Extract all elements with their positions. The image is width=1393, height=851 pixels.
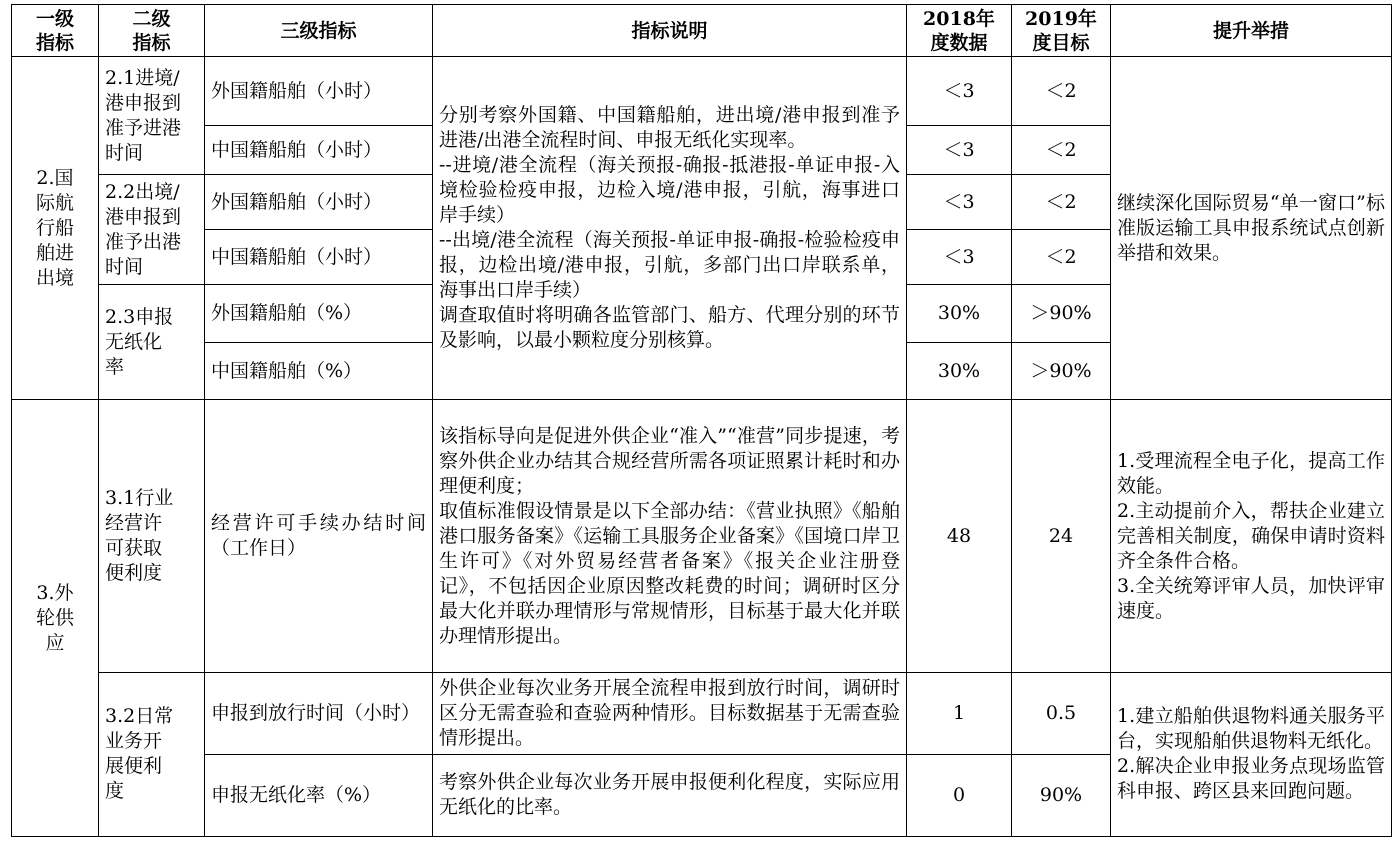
value-2019-cell: ＞90% <box>1012 285 1111 343</box>
table-row <box>12 672 1392 754</box>
measures-cell: 继续深化国际贸易“单一窗口”标准版运输工具申报系统试点创新举措和效果。 <box>1111 57 1392 400</box>
level2-cell: 3.2日常 业务开 展便利 度 <box>99 672 205 836</box>
table-header-row <box>12 5 1392 57</box>
level3-cell: 外国籍船舶（%） <box>205 285 433 343</box>
measures-cell: 1.建立船舶供退物料通关服务平台，实现船舶供退物料无纸化。 2.解决企业申报业务点现场监管科申报、跨区县来回跑问题。 <box>1111 672 1392 836</box>
value-2019-cell: ＜2 <box>1012 126 1111 175</box>
level2-cell: 2.2出境/ 港申报到 准予出港 时间 <box>99 175 205 285</box>
level1-cell: 2.国 际航 行船 舶进 出境 <box>12 57 99 400</box>
level3-cell: 中国籍船舶（小时） <box>205 230 433 285</box>
value-2018-cell: ＜3 <box>907 230 1012 285</box>
value-2018-cell: 48 <box>907 400 1012 672</box>
description-cell: 分别考察外国籍、中国籍船舶，进出境/港申报到准予进港/出港全流程时间、申报无纸化实现率。 --进境/港全流程（海关预报-确报-抵港报-单证申报-入境检验检疫申报，边检入境/港申报，引航，海事进口岸手续） --出境/港全流程（海关预报-单证申报-确报-检验检疫申报，边检出境/港申报，引航，多部门出口岸联系单，海事出口岸手续） 调查取值时将明确各监管部门、船方、代理分别的环节及影响，以最小颗粒度分别核算。 <box>433 57 907 400</box>
level3-cell: 中国籍船舶（%） <box>205 343 433 400</box>
value-2019-cell: ＞90% <box>1012 343 1111 400</box>
level3-cell: 申报无纸化率（%） <box>205 754 433 836</box>
value-2019-cell: 0.5 <box>1012 672 1111 754</box>
value-2018-cell: ＜3 <box>907 126 1012 175</box>
description-cell: 考察外供企业每次业务开展申报便利化程度，实际应用无纸化的比率。 <box>433 754 907 836</box>
value-2018-cell: 30% <box>907 285 1012 343</box>
indicator-table <box>11 4 1392 837</box>
value-2018-cell: ＜3 <box>907 175 1012 230</box>
header-level1: 一级 指标 <box>12 5 99 57</box>
value-2019-cell: ＜2 <box>1012 230 1111 285</box>
header-2019-target: 2019年 度目标 <box>1012 5 1111 57</box>
header-level3: 三级指标 <box>205 5 433 57</box>
level3-cell: 经营许可手续办结时间（工作日） <box>205 400 433 672</box>
level2-cell: 2.1进境/ 港申报到 准予进港 时间 <box>99 57 205 175</box>
value-2019-cell: ＜2 <box>1012 57 1111 126</box>
header-level2: 二级 指标 <box>99 5 205 57</box>
value-2018-cell: ＜3 <box>907 57 1012 126</box>
value-2019-cell: ＜2 <box>1012 175 1111 230</box>
value-2019-cell: 90% <box>1012 754 1111 836</box>
level2-cell: 2.3申报 无纸化 率 <box>99 285 205 400</box>
table-row <box>12 57 1392 126</box>
level3-cell: 外国籍船舶（小时） <box>205 175 433 230</box>
level3-cell: 申报到放行时间（小时） <box>205 672 433 754</box>
value-2019-cell: 24 <box>1012 400 1111 672</box>
level2-cell: 3.1行业 经营许 可获取 便利度 <box>99 400 205 672</box>
level1-cell: 3.外 轮供 应 <box>12 400 99 837</box>
value-2018-cell: 1 <box>907 672 1012 754</box>
value-2018-cell: 30% <box>907 343 1012 400</box>
value-2018-cell: 0 <box>907 754 1012 836</box>
table-row <box>12 400 1392 672</box>
description-cell: 外供企业每次业务开展全流程申报到放行时间，调研时区分无需查验和查验两种情形。目标数据基于无需查验情形提出。 <box>433 672 907 754</box>
level3-cell: 外国籍船舶（小时） <box>205 57 433 126</box>
header-2018-data: 2018年 度数据 <box>907 5 1012 57</box>
header-measures: 提升举措 <box>1111 5 1392 57</box>
level3-cell: 中国籍船舶（小时） <box>205 126 433 175</box>
header-description: 指标说明 <box>433 5 907 57</box>
measures-cell: 1.受理流程全电子化，提高工作效能。 2.主动提前介入，帮扶企业建立完善相关制度，确保申请时资料齐全条件合格。 3.全关统筹评审人员，加快评审速度。 <box>1111 400 1392 672</box>
description-cell: 该指标导向是促进外供企业“准入”“准营”同步提速，考察外供企业办结其合规经营所需各项证照累计耗时和办理便利度； 取值标准假设情景是以下全部办结：《营业执照》《船舶港口服务备案》《运输工具服务企业备案》《国境口岸卫生许可》《对外贸易经营者备案》《报关企业注册登记》，不包括因企业原因整改耗费的时间；调研时区分最大化并联办理情形与常规情形，目标基于最大化并联办理情形提出。 <box>433 400 907 672</box>
